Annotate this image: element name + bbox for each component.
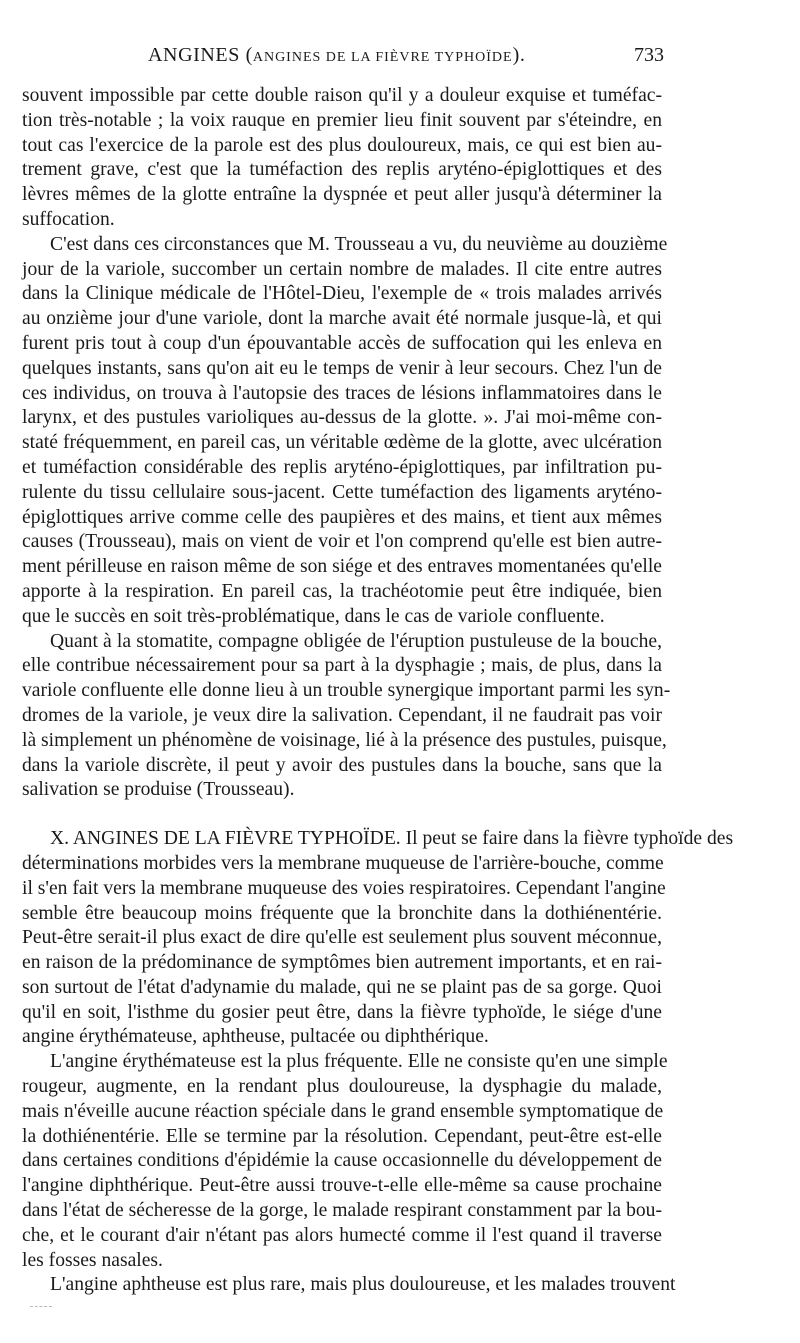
text-line: au onzième jour d'une variole, dont la marche avait été normale jusque-là, et qui (22, 308, 662, 330)
text-line: Quant à la stomatite, compagne obligée de l'éruption pustuleuse de la bouche, (50, 630, 662, 652)
paragraph (22, 233, 668, 630)
text-line: X. ANGINES DE LA FIÈVRE TYPHOÏDE. Il peut se faire dans la fièvre typhoïde des (50, 828, 734, 850)
running-title-close: ). (512, 44, 526, 66)
text-line: rulente du tissu cellulaire sous-jacent. Cette tuméfaction des ligaments aryténo- (22, 481, 662, 503)
text-line: les fosses nasales. (22, 1249, 163, 1271)
text-line: larynx, et des pustules varioliques au-dessus de la glotte. ». J'ai moi-même con- (22, 407, 662, 429)
text-line: furent pris tout à coup d'un épouvantable accès de suffocation qui les enleva en (22, 332, 662, 354)
text-line: épiglottiques arrive comme celle des paupières et des mains, et tient aux mêmes (22, 506, 662, 528)
text-line: Peut-être serait-il plus exact de dire qu'elle est seulement plus souvent méconnue, (22, 927, 662, 949)
text-line: déterminations morbides vers la membrane muqueuse de l'arrière-bouche, comme (22, 852, 664, 874)
text-line: C'est dans ces circonstances que M. Trousseau a vu, du neuvième au douzième (50, 233, 668, 255)
text-line: staté fréquemment, en pareil cas, un véritable œdème de la glotte, avec ulcération (22, 432, 662, 454)
text-line: mais n'éveille aucune réaction spéciale dans le grand ensemble symptomatique de (22, 1100, 664, 1122)
running-title-smallcaps: ANGINES DE LA FIÈVRE TYPHOÏDE (252, 50, 513, 65)
text-line: angine érythémateuse, aphtheuse, pultacée ou diphthérique. (22, 1026, 489, 1048)
text-line: lèvres mêmes de la glotte entraîne la dyspnée et peut aller jusqu'à déterminer la (22, 184, 662, 206)
text-line: là simplement un phénomène de voisinage, lié à la présence des pustules, puisque, (22, 729, 667, 751)
paragraph (22, 1273, 676, 1298)
paragraph (22, 1050, 668, 1273)
text-line: il s'en fait vers la membrane muqueuse des voies respiratoires. Cependant l'angine (22, 877, 666, 899)
text-line: dans certaines conditions d'épidémie la cause occasionnelle du développement de (22, 1150, 662, 1172)
text-line: quelques instants, sans qu'on ait eu le temps de venir à leur secours. Chez l'un de (22, 357, 662, 379)
text-line: salivation se produise (Trousseau). (22, 779, 295, 801)
text-line: ces individus, on trouva à l'autopsie des traces de lésions inflammatoires dans le (22, 382, 662, 404)
text-line: che, et le courant d'air n'étant pas alors humecté comme il l'est quand il traverse (22, 1224, 662, 1246)
footer-mark (30, 1306, 52, 1307)
text-line: elle contribue nécessairement pour sa part à la dysphagie ; mais, de plus, dans la (22, 655, 662, 677)
text-line: dans la variole discrète, il peut y avoir des pustules dans la bouche, sans que la (22, 754, 662, 776)
text-line: suffocation. (22, 208, 115, 230)
text-line: en raison de la prédominance de symptômes bien autrement importants, et en rai- (22, 952, 662, 974)
text-line: jour de la variole, succomber un certain nombre de malades. Il cite entre autres (22, 258, 662, 280)
text-line: souvent impossible par cette double raison qu'il y a douleur exquise et tuméfac- (22, 85, 662, 106)
text-line: ment périlleuse en raison même de son siége et des entraves momentanées qu'elle (22, 556, 662, 578)
text-line: qu'il en soit, l'isthme du gosier peut être, dans la fièvre typhoïde, le siége d'une (22, 1001, 662, 1023)
text-line: dans l'état de sécheresse de la gorge, le malade respirant constamment par la bou- (22, 1200, 662, 1222)
text-line: tout cas l'exercice de la parole est des plus douloureux, mais, ce qui est bien au- (22, 134, 662, 156)
section-paragraph (22, 827, 734, 1050)
text-line: causes (Trousseau), mais on vient de voir et l'on comprend qu'elle est bien autre- (22, 531, 662, 553)
text-line: tion très-notable ; la voix rauque en premier lieu finit souvent par s'éteindre, en (22, 109, 662, 131)
section-gap (22, 803, 662, 827)
paragraph (22, 84, 662, 233)
running-title-main: ANGINES ( (148, 44, 253, 66)
text-line: L'angine aphtheuse est plus rare, mais plus douloureuse, et les malades trouvent (50, 1274, 676, 1296)
text-line: trement grave, c'est que la tuméfaction des replis aryténo-épiglottiques et des (22, 159, 662, 181)
text-line: que le succès en soit très-problématique, dans le cas de variole confluente. (22, 605, 605, 627)
text-line: semble être beaucoup moins fréquente que la bronchite dans la dothiénentérie. (22, 902, 662, 924)
body-text (22, 84, 734, 1298)
text-line: apporte à la respiration. En pareil cas, la trachéotomie peut être indiquée, bien (22, 580, 662, 602)
page-number: 733 (634, 44, 664, 66)
running-title (148, 44, 525, 67)
paragraph (22, 630, 671, 804)
text-line: son surtout de l'état d'adynamie du malade, qui ne se plaint pas de sa gorge. Quoi (22, 976, 662, 998)
text-line: dromes de la variole, je veux dire la salivation. Cependant, il ne faudrait pas voir (22, 704, 662, 726)
text-line: rougeur, augmente, en la rendant plus douloureuse, la dysphagie du malade, (22, 1076, 662, 1098)
text-line: la dothiénentérie. Elle se termine par la résolution. Cependant, peut-être est-elle (22, 1125, 662, 1147)
text-line: dans la Clinique médicale de l'Hôtel-Dieu, l'exemple de « trois malades arrivés (22, 283, 662, 305)
running-header (22, 44, 662, 74)
text-line: l'angine diphthérique. Peut-être aussi trouve-t-elle elle-même sa cause prochaine (22, 1175, 662, 1197)
text-line: et tuméfaction considérable des replis aryténo-épiglottiques, par infiltration pu- (22, 456, 662, 478)
text-line: variole confluente elle donne lieu à un trouble synergique important parmi les syn- (22, 680, 671, 702)
text-line: L'angine érythémateuse est la plus fréquente. Elle ne consiste qu'en une simple (50, 1051, 668, 1073)
